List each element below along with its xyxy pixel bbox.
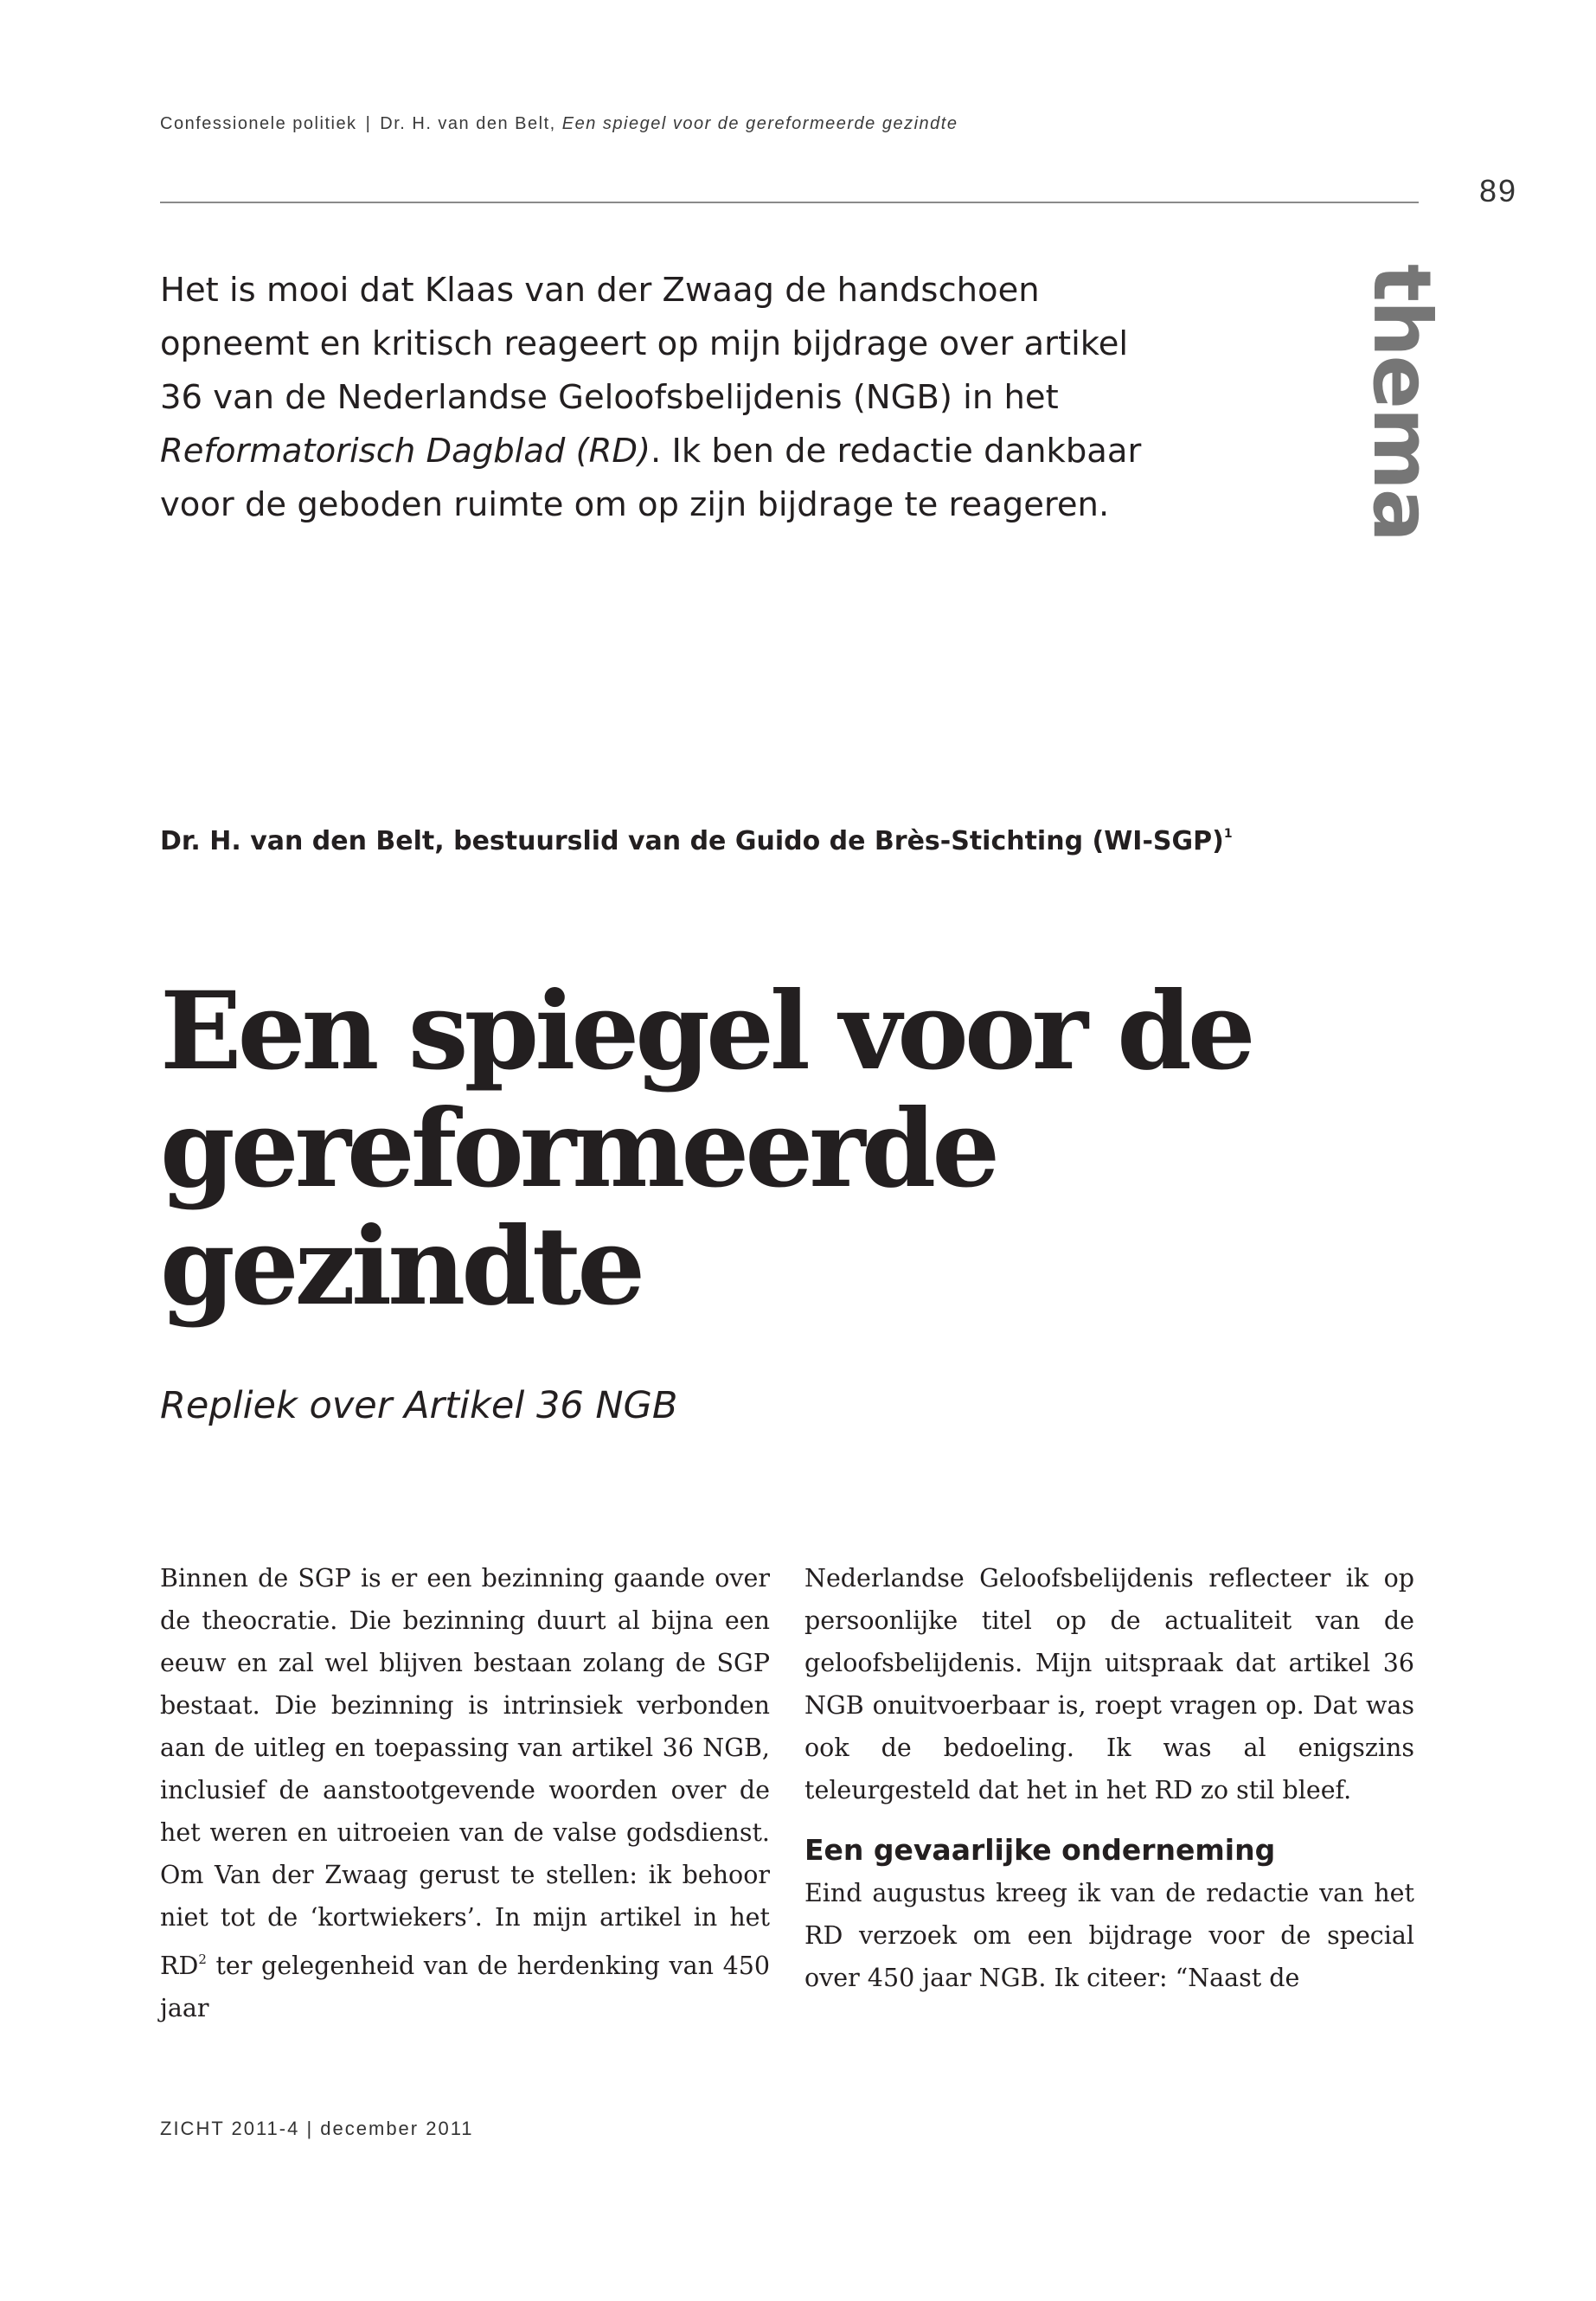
running-head-separator: | — [365, 114, 372, 133]
byline-footnote: 1 — [1223, 827, 1233, 841]
article-title-line-3: gezindte — [160, 1204, 642, 1330]
body-left-part2: ter gelegenheid van de herdenking van 450 jaar — [160, 1952, 770, 2022]
page-number: 89 — [1479, 173, 1518, 208]
running-head-section: Confessionele politiek — [160, 114, 357, 133]
header-rule — [160, 202, 1419, 203]
intro-text-part2: . Ik ben de redactie dankbaar voor de geboden ruimte om op zijn bijdrage te reageren. — [160, 432, 1142, 524]
body-left-footnote: 2 — [198, 1952, 207, 1967]
page-footer: ZICHT 2011-4 | december 2011 — [160, 2118, 474, 2139]
body-column-right — [804, 1557, 1414, 1999]
intro-text-italic: Reformatorisch Dagblad (RD) — [160, 432, 651, 471]
article-title-line-1: Een spiegel voor de — [160, 969, 1252, 1094]
byline — [160, 826, 1233, 856]
body-paragraph-right-1: Nederlandse Geloofsbelijdenis reflecteer ik op persoonlijke titel op de actualiteit van de geloofsbelijdenis. Mijn uitspraak dat artikel 36 NGB onuitvoerbaar is, roept vragen op. Dat was ook de bedoeling. Ik was al enigszins teleurgesteld dat het in het RD zo stil bleef. — [804, 1564, 1414, 1804]
body-column-left — [160, 1557, 770, 2029]
body-paragraph-right-2: Eind augustus kreeg ik van de redactie van het RD verzoek om een bijdrage voor de special over 450 jaar NGB. Ik citeer: “Naast de — [804, 1879, 1414, 1992]
section-heading: Een gevaarlijke onderneming — [804, 1833, 1276, 1867]
intro-text-part1: Het is mooi dat Klaas van der Zwaag de handschoen opneemt en kritisch reageert op mijn bijdrage over artikel 36 van de Nederlandse Geloofsbelijdenis (NGB) in het — [160, 271, 1129, 417]
running-head-article-title: Een spiegel voor de gereformeerde gezindte — [561, 114, 958, 133]
running-head-author: Dr. H. van den Belt, — [380, 114, 556, 133]
body-left-part1: Binnen de SGP is er een bezinning gaande over de theocratie. Die bezinning duurt al bijna een eeuw en zal wel blijven bestaan zolang de SGP bestaat. Die bezinning is intrinsiek verbonden aan de uitleg en toepassing van artikel 36 NGB, inclusief de aanstootgevende woorden over de het weren en uitroeien van de valse godsdienst. Om Van der Zwaag gerust te stellen: ik behoor niet tot de ‘kortwiekers’. In mijn artikel in het RD — [160, 1564, 770, 1980]
byline-text: Dr. H. van den Belt, bestuurslid van de Guido de Brès-Stichting (WI-SGP) — [160, 826, 1224, 856]
intro-paragraph — [160, 264, 1146, 532]
article-title-line-2: gereformeerde — [160, 1086, 997, 1212]
running-head — [160, 114, 958, 134]
article-subtitle: Repliek over Artikel 36 NGB — [160, 1384, 678, 1427]
body-paragraph-left — [160, 1557, 770, 2029]
section-label — [1356, 264, 1448, 541]
article-title — [160, 969, 1371, 1330]
section-label-text: thema — [1356, 264, 1448, 541]
